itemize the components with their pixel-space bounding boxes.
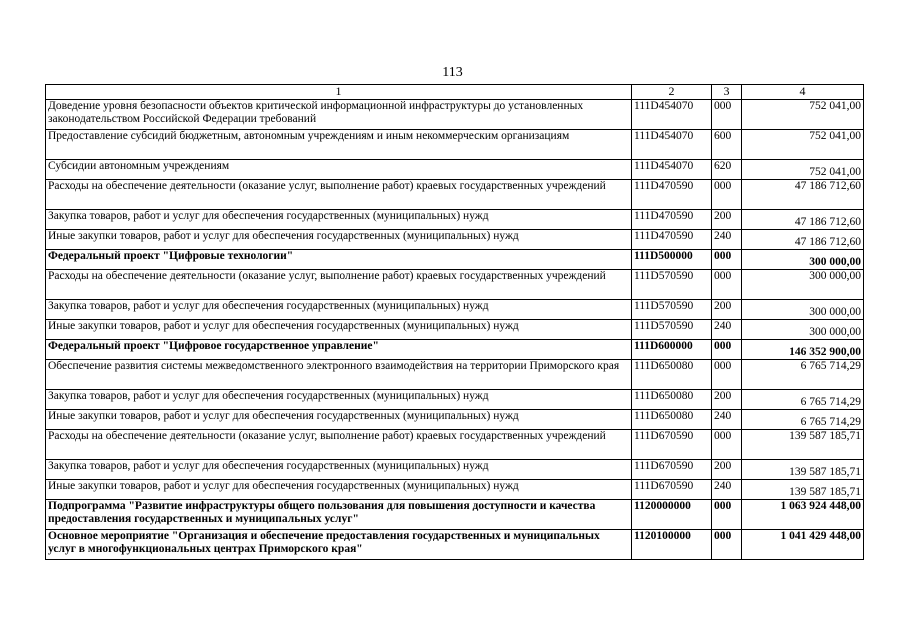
table-row	[46, 500, 864, 530]
budget-table	[45, 84, 864, 560]
row-code-cell: 111D470590	[632, 230, 712, 250]
row-sum-cell: 752 041,00	[742, 100, 864, 130]
row-type-cell: 620	[712, 160, 742, 180]
row-code-cell: 111D650080	[632, 360, 712, 390]
row-type-cell: 200	[712, 390, 742, 410]
table-body	[46, 100, 864, 560]
row-code-cell: 111D600000	[632, 340, 712, 360]
row-sum-cell: 6 765 714,29	[742, 410, 864, 430]
row-type-cell: 000	[712, 100, 742, 130]
row-sum-cell: 47 186 712,60	[742, 180, 864, 210]
row-code-cell: 111D454070	[632, 160, 712, 180]
row-sum-cell: 752 041,00	[742, 130, 864, 160]
row-name-cell: Основное мероприятие "Организация и обеспечение предоставления государственных и муниципальных услуг в многофункциональных центрах Приморского края"	[46, 530, 632, 560]
row-name-cell: Иные закупки товаров, работ и услуг для обеспечения государственных (муниципальных) нужд	[46, 230, 632, 250]
row-code-cell: 111D570590	[632, 320, 712, 340]
table-row	[46, 460, 864, 480]
row-code-cell: 111D500000	[632, 250, 712, 270]
row-type-cell: 000	[712, 180, 742, 210]
row-sum-cell: 300 000,00	[742, 270, 864, 300]
row-name-cell: Федеральный проект "Цифровое государственное управление"	[46, 340, 632, 360]
row-type-cell: 200	[712, 460, 742, 480]
row-code-cell: 1120000000	[632, 500, 712, 530]
row-type-cell: 000	[712, 340, 742, 360]
table-row	[46, 250, 864, 270]
row-name-cell: Обеспечение развития системы межведомственного электронного взаимодействия на территории Приморского края	[46, 360, 632, 390]
row-name-cell: Расходы на обеспечение деятельности (оказание услуг, выполнение работ) краевых государственных учреждений	[46, 430, 632, 460]
row-sum-cell: 47 186 712,60	[742, 230, 864, 250]
row-type-cell: 000	[712, 360, 742, 390]
table-row	[46, 230, 864, 250]
page-number: 113	[442, 65, 463, 80]
row-name-cell: Субсидии автономным учреждениям	[46, 160, 632, 180]
header-col-3: 3	[712, 85, 742, 100]
row-type-cell: 200	[712, 210, 742, 230]
row-sum-cell: 146 352 900,00	[742, 340, 864, 360]
row-code-cell: 111D454070	[632, 130, 712, 160]
row-name-cell: Предоставление субсидий бюджетным, автономным учреждениям и иным некоммерческим организациям	[46, 130, 632, 160]
table-row	[46, 180, 864, 210]
row-code-cell: 111D470590	[632, 210, 712, 230]
row-type-cell: 000	[712, 270, 742, 300]
row-code-cell: 111D650080	[632, 390, 712, 410]
row-code-cell: 111D670590	[632, 430, 712, 460]
row-sum-cell: 752 041,00	[742, 160, 864, 180]
row-name-cell: Закупка товаров, работ и услуг для обеспечения государственных (муниципальных) нужд	[46, 390, 632, 410]
row-name-cell: Иные закупки товаров, работ и услуг для обеспечения государственных (муниципальных) нужд	[46, 320, 632, 340]
table-row	[46, 270, 864, 300]
table-row	[46, 320, 864, 340]
row-type-cell: 240	[712, 230, 742, 250]
table-row	[46, 390, 864, 410]
row-sum-cell: 6 765 714,29	[742, 360, 864, 390]
table-row	[46, 480, 864, 500]
row-sum-cell: 139 587 185,71	[742, 460, 864, 480]
row-name-cell: Иные закупки товаров, работ и услуг для обеспечения государственных (муниципальных) нужд	[46, 480, 632, 500]
row-type-cell: 000	[712, 500, 742, 530]
row-sum-cell: 139 587 185,71	[742, 430, 864, 460]
row-name-cell: Закупка товаров, работ и услуг для обеспечения государственных (муниципальных) нужд	[46, 460, 632, 480]
table-row	[46, 430, 864, 460]
row-name-cell: Федеральный проект "Цифровые технологии"	[46, 250, 632, 270]
row-name-cell: Иные закупки товаров, работ и услуг для обеспечения государственных (муниципальных) нужд	[46, 410, 632, 430]
row-sum-cell: 47 186 712,60	[742, 210, 864, 230]
row-type-cell: 240	[712, 480, 742, 500]
row-name-cell: Доведение уровня безопасности объектов критической информационной инфраструктуры до установленных законодательством Российской Федерации требований	[46, 100, 632, 130]
header-col-4: 4	[742, 85, 864, 100]
row-code-cell: 1120100000	[632, 530, 712, 560]
table-row	[46, 410, 864, 430]
row-sum-cell: 300 000,00	[742, 300, 864, 320]
row-code-cell: 111D470590	[632, 180, 712, 210]
row-name-cell: Расходы на обеспечение деятельности (оказание услуг, выполнение работ) краевых государственных учреждений	[46, 180, 632, 210]
row-code-cell: 111D650080	[632, 410, 712, 430]
row-sum-cell: 1 063 924 448,00	[742, 500, 864, 530]
table-row	[46, 130, 864, 160]
row-code-cell: 111D670590	[632, 460, 712, 480]
row-sum-cell: 6 765 714,29	[742, 390, 864, 410]
table-row	[46, 100, 864, 130]
table-row	[46, 160, 864, 180]
row-code-cell: 111D454070	[632, 100, 712, 130]
row-sum-cell: 300 000,00	[742, 250, 864, 270]
row-type-cell: 240	[712, 320, 742, 340]
row-type-cell: 000	[712, 430, 742, 460]
row-sum-cell: 300 000,00	[742, 320, 864, 340]
row-type-cell: 000	[712, 250, 742, 270]
table-row	[46, 210, 864, 230]
table-row	[46, 340, 864, 360]
row-code-cell: 111D570590	[632, 300, 712, 320]
row-type-cell: 600	[712, 130, 742, 160]
table-row	[46, 300, 864, 320]
row-sum-cell: 1 041 429 448,00	[742, 530, 864, 560]
row-name-cell: Закупка товаров, работ и услуг для обеспечения государственных (муниципальных) нужд	[46, 210, 632, 230]
header-row	[46, 85, 864, 100]
row-code-cell: 111D670590	[632, 480, 712, 500]
row-name-cell: Подпрограмма "Развитие инфраструктуры общего пользования для повышения доступности и качества предоставления государственных и муниципальных услуг"	[46, 500, 632, 530]
row-code-cell: 111D570590	[632, 270, 712, 300]
header-col-2: 2	[632, 85, 712, 100]
row-sum-cell: 139 587 185,71	[742, 480, 864, 500]
row-type-cell: 200	[712, 300, 742, 320]
header-col-1: 1	[46, 85, 632, 100]
table-row	[46, 360, 864, 390]
row-type-cell: 240	[712, 410, 742, 430]
row-name-cell: Расходы на обеспечение деятельности (оказание услуг, выполнение работ) краевых государственных учреждений	[46, 270, 632, 300]
row-name-cell: Закупка товаров, работ и услуг для обеспечения государственных (муниципальных) нужд	[46, 300, 632, 320]
row-type-cell: 000	[712, 530, 742, 560]
table-row	[46, 530, 864, 560]
